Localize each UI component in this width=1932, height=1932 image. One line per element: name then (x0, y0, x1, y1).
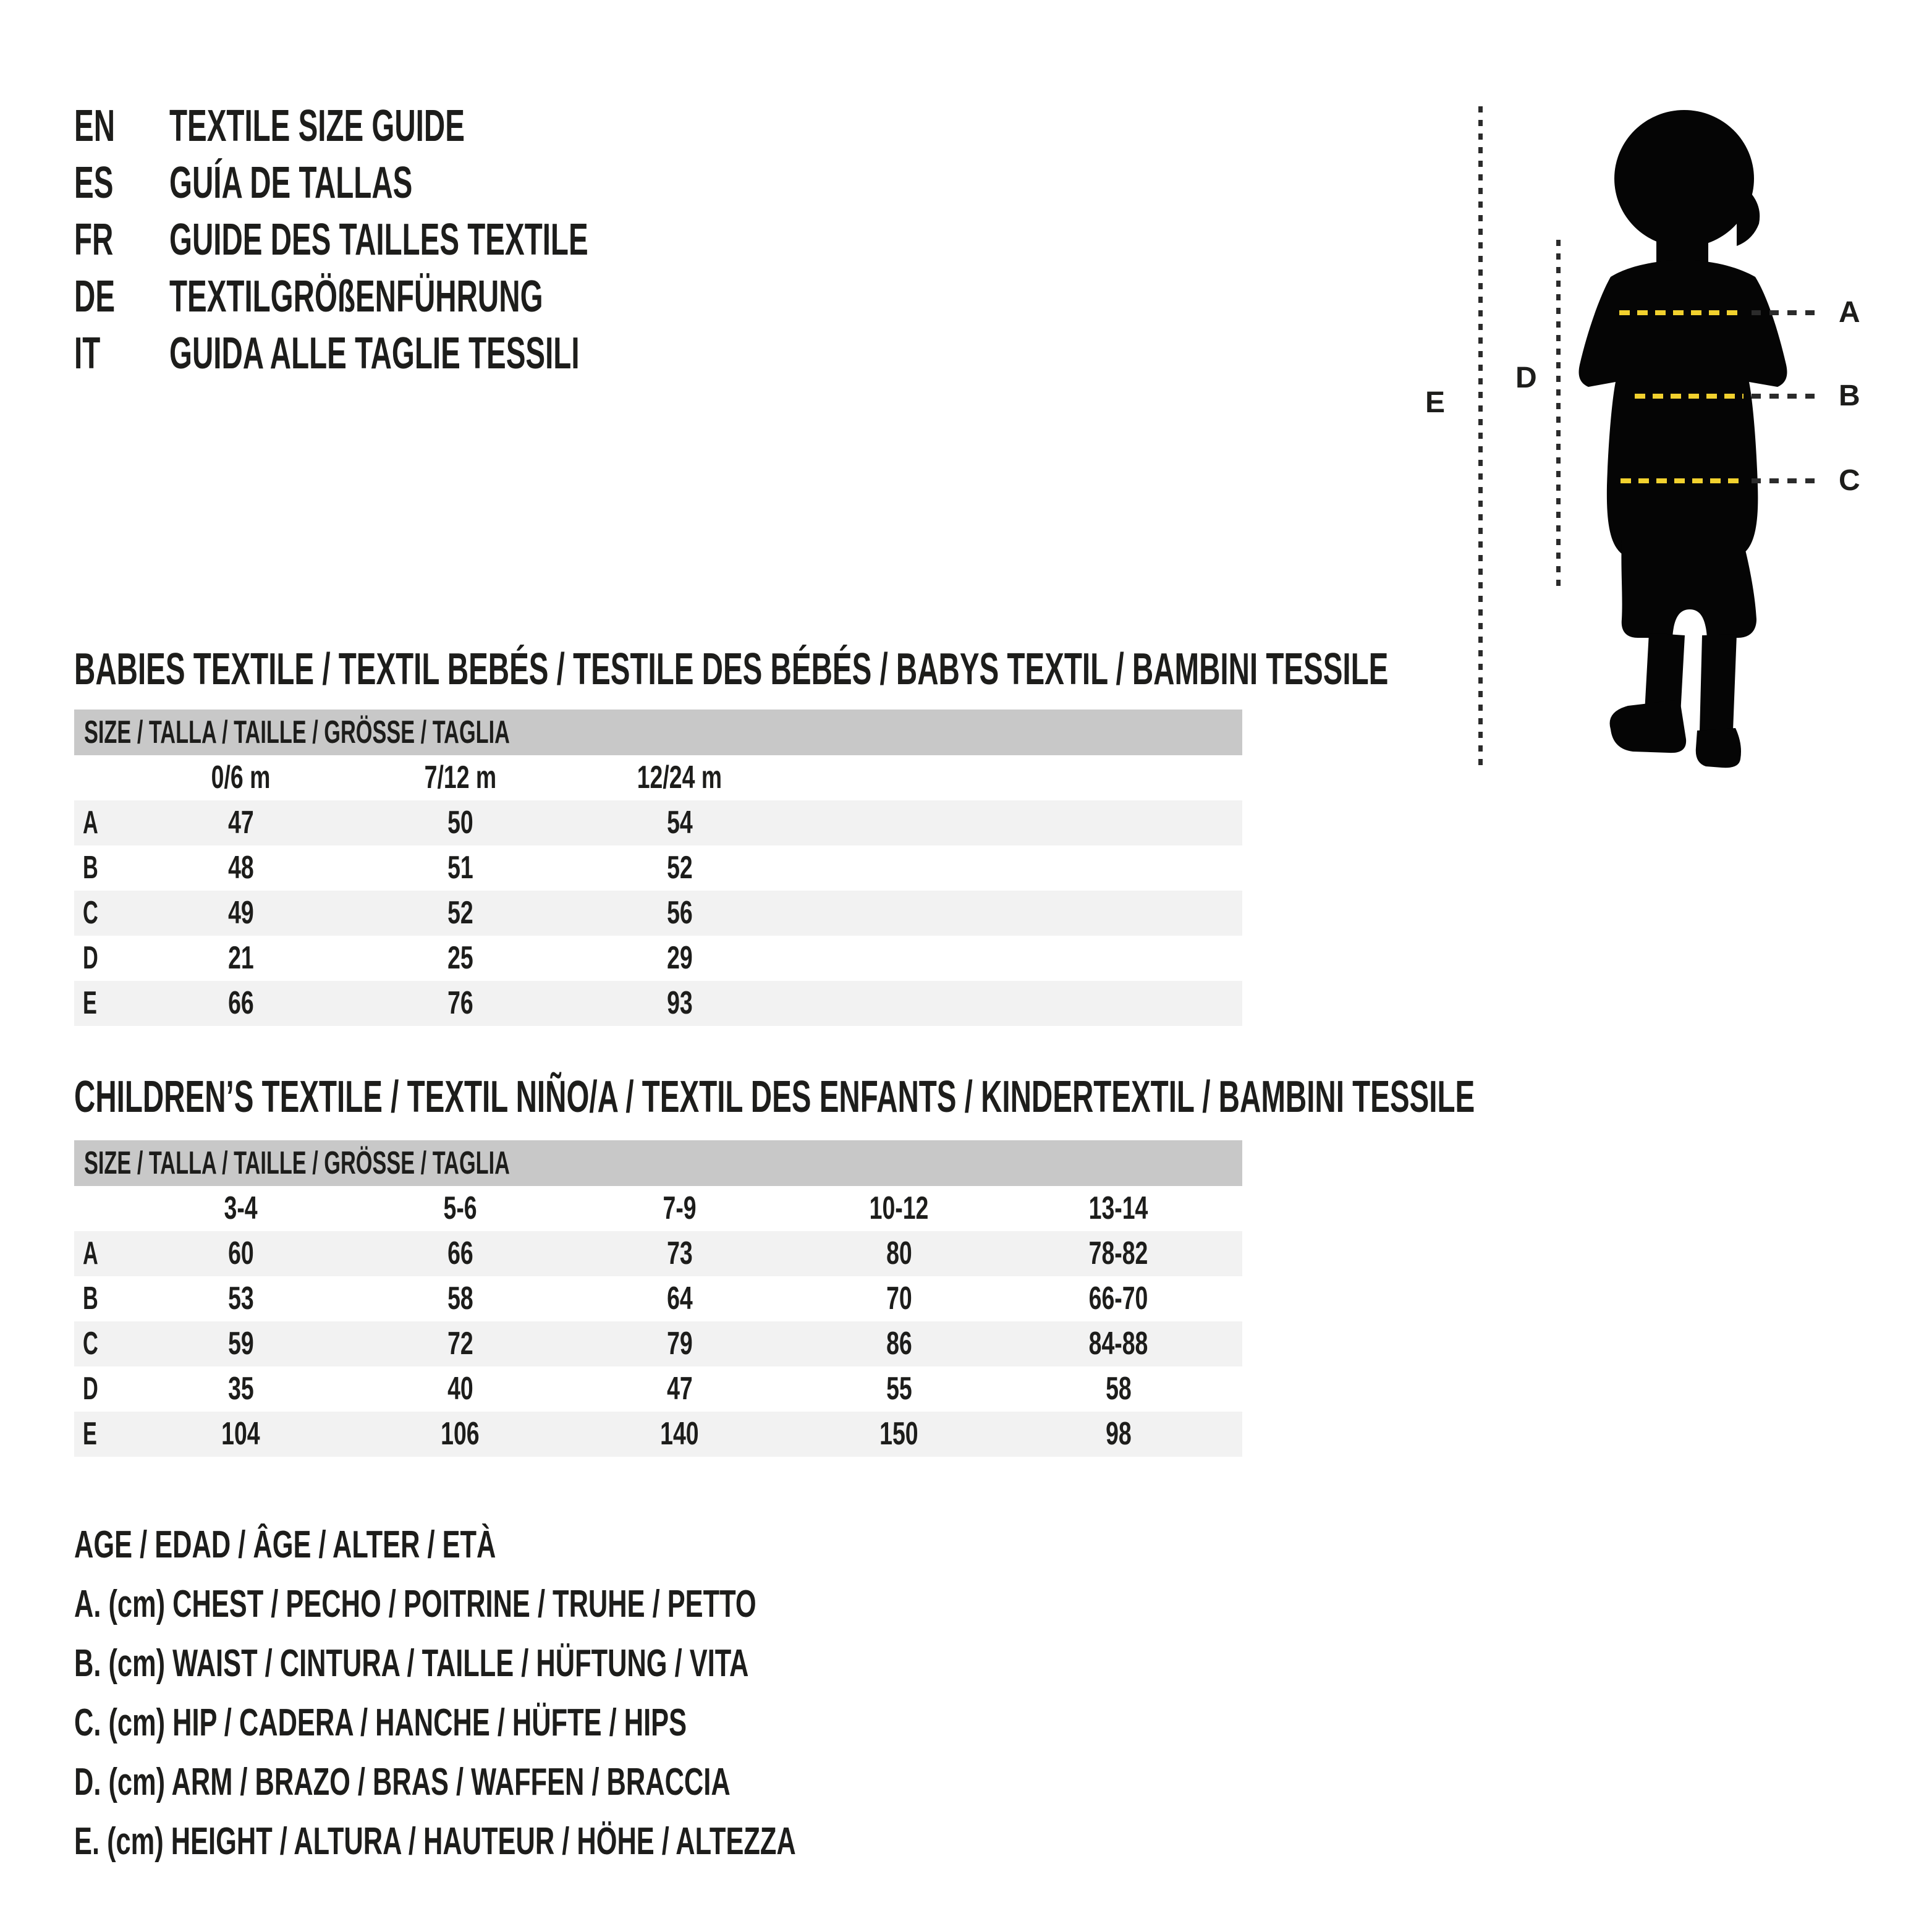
language-row (74, 325, 804, 382)
table-cell-text: 66 (447, 1235, 473, 1271)
table-cell-text: 54 (666, 805, 693, 841)
table-cell (131, 981, 350, 1026)
table-cell (570, 1231, 789, 1276)
column-header-text: 3-4 (224, 1190, 258, 1226)
column-header (350, 755, 570, 800)
table-row (74, 1321, 1242, 1366)
table-cell-text: 86 (886, 1326, 912, 1362)
table-cell (131, 1366, 350, 1412)
table-cell-text: 56 (666, 895, 693, 931)
table-cell (570, 936, 789, 981)
row-values (131, 891, 789, 936)
table-cell (131, 891, 350, 936)
column-header-text: 13-14 (1088, 1190, 1148, 1226)
table-cell-text: 66 (227, 985, 254, 1021)
babies-size-table (74, 710, 1242, 1026)
legend-line-text: B. (cm) WAIST / CINTURA / TAILLE / HÜFTUNG / VITA (74, 1642, 749, 1685)
table-cell (1009, 1276, 1228, 1321)
table-cell-text: 40 (447, 1371, 473, 1407)
table-cell (350, 1412, 570, 1457)
table-row (74, 936, 1242, 981)
table-cell-text: 64 (666, 1281, 693, 1316)
legend-line (74, 1812, 1105, 1871)
table-cell-text: 21 (227, 940, 254, 976)
children-section-heading-text: CHILDREN’S TEXTILE / TEXTIL NIÑO/A / TEXTIL DES ENFANTS / KINDERTEXTIL / BAMBINI TESSILE (74, 1072, 1475, 1122)
column-header (131, 1186, 350, 1231)
language-code: IT (74, 329, 101, 378)
row-label-text: D (83, 1371, 98, 1407)
language-code: ES (74, 158, 114, 208)
language-title: GUIDE DES TAILLES TEXTILE (169, 215, 588, 265)
measure-label-arm: D (1515, 362, 1537, 394)
row-values (131, 1231, 1228, 1276)
hip-measure-line-yellow (1621, 478, 1743, 483)
row-label (74, 845, 131, 891)
table-cell (350, 981, 570, 1026)
legend-line-text: A. (cm) CHEST / PECHO / POITRINE / TRUHE / PETTO (74, 1583, 756, 1625)
table-size-header-text: SIZE / TALLA / TAILLE / GRÖSSE / TAGLIA (84, 1145, 510, 1181)
legend-line (74, 1515, 1105, 1575)
table-column-headers (131, 1186, 1242, 1231)
table-cell (570, 981, 789, 1026)
arm-measure-line (1556, 240, 1561, 590)
table-cell (350, 1231, 570, 1276)
row-values (131, 1366, 1228, 1412)
table-cell-text: 104 (221, 1416, 260, 1452)
legend-line-text: AGE / EDAD / ÂGE / ALTER / ETÀ (74, 1523, 496, 1566)
table-cell (131, 1321, 350, 1366)
table-cell-text: 51 (447, 850, 473, 886)
table-cell-text: 52 (447, 895, 473, 931)
table-cell (789, 1276, 1009, 1321)
table-cell-text: 76 (447, 985, 473, 1021)
table-cell-text: 60 (227, 1235, 254, 1271)
measure-label-height: E (1425, 386, 1446, 419)
table-cell-text: 80 (886, 1235, 912, 1271)
language-title: GUIDA ALLE TAGLIE TESSILI (169, 329, 580, 378)
legend-line (74, 1575, 1105, 1634)
table-cell (350, 891, 570, 936)
table-cell-text: 47 (227, 805, 254, 841)
table-cell (789, 1366, 1009, 1412)
table-cell-text: 59 (227, 1326, 254, 1362)
table-cell-text: 70 (886, 1281, 912, 1316)
column-header (570, 755, 789, 800)
table-cell-text: 72 (447, 1326, 473, 1362)
row-values (131, 845, 789, 891)
row-label-text: E (83, 985, 97, 1021)
column-header (570, 1186, 789, 1231)
table-cell-text: 78-82 (1088, 1235, 1148, 1271)
row-values (131, 1276, 1228, 1321)
row-values (131, 800, 789, 845)
children-section-heading (74, 1072, 1932, 1122)
table-cell (570, 845, 789, 891)
waist-measure-line-yellow (1635, 394, 1743, 399)
row-label (74, 1321, 131, 1366)
row-values (131, 1321, 1228, 1366)
table-cell (789, 1231, 1009, 1276)
table-cell (1009, 1412, 1228, 1457)
table-cell (350, 1321, 570, 1366)
column-header (789, 1186, 1009, 1231)
legend-line (74, 1693, 1105, 1753)
table-cell-text: 84-88 (1088, 1326, 1148, 1362)
legend-line (74, 1753, 1105, 1812)
table-row (74, 800, 1242, 845)
table-rows (74, 800, 1242, 1026)
table-cell (131, 845, 350, 891)
babies-section-heading-text: BABIES TEXTILE / TEXTIL BEBÉS / TESTILE DES BÉBÉS / BABYS TEXTIL / BAMBINI TESSILE (74, 645, 1389, 694)
row-label (74, 800, 131, 845)
table-cell-text: 93 (666, 985, 693, 1021)
table-cell-text: 35 (227, 1371, 254, 1407)
row-label-text: D (83, 940, 98, 976)
table-rows (74, 1231, 1242, 1457)
table-cell (1009, 1366, 1228, 1412)
table-cell-text: 106 (441, 1416, 480, 1452)
language-title: TEXTILGRÖßENFÜHRUNG (169, 272, 543, 321)
table-cell-text: 58 (447, 1281, 473, 1316)
chest-measure-line-yellow (1619, 310, 1742, 315)
table-cell (1009, 1231, 1228, 1276)
table-cell-text: 66-70 (1088, 1281, 1148, 1316)
row-label-text: E (83, 1416, 97, 1452)
row-label (74, 1366, 131, 1412)
table-row (74, 1412, 1242, 1457)
language-row (74, 268, 804, 325)
column-header-text: 7/12 m (424, 760, 496, 795)
table-cell-text: 47 (666, 1371, 693, 1407)
table-cell-text: 25 (447, 940, 473, 976)
table-cell-text: 98 (1105, 1416, 1132, 1452)
table-size-header-text: SIZE / TALLA / TAILLE / GRÖSSE / TAGLIA (84, 714, 510, 750)
table-cell-text: 58 (1105, 1371, 1132, 1407)
table-cell-text: 55 (886, 1371, 912, 1407)
measure-label-chest: A (1839, 296, 1860, 329)
column-header-text: 0/6 m (211, 760, 271, 795)
table-cell-text: 79 (666, 1326, 693, 1362)
column-header-text: 5-6 (443, 1190, 477, 1226)
row-label (74, 981, 131, 1026)
table-cell (131, 1231, 350, 1276)
table-cell (789, 1412, 1009, 1457)
table-cell-text: 150 (879, 1416, 918, 1452)
row-label (74, 936, 131, 981)
legend-line-text: E. (cm) HEIGHT / ALTURA / HAUTEUR / HÖHE / ALTEZZA (74, 1820, 796, 1863)
row-values (131, 1412, 1228, 1457)
column-header-text: 7-9 (663, 1190, 697, 1226)
language-title: TEXTILE SIZE GUIDE (169, 101, 465, 151)
chest-measure-line-dark (1752, 310, 1822, 315)
table-cell (570, 1366, 789, 1412)
table-row (74, 981, 1242, 1026)
column-header (131, 755, 350, 800)
table-cell (131, 1412, 350, 1457)
table-cell-text: 52 (666, 850, 693, 886)
language-row (74, 211, 804, 268)
table-cell-text: 29 (666, 940, 693, 976)
table-cell (350, 936, 570, 981)
row-label-text: C (83, 895, 98, 931)
language-code: DE (74, 272, 116, 321)
table-row (74, 1276, 1242, 1321)
table-cell (131, 936, 350, 981)
table-column-headers (131, 755, 1242, 800)
language-code: FR (74, 215, 114, 265)
table-cell (570, 1412, 789, 1457)
table-cell (350, 1366, 570, 1412)
waist-measure-line-dark (1752, 394, 1822, 399)
table-cell (131, 1276, 350, 1321)
table-size-header-band (74, 710, 1242, 755)
table-cell (570, 1321, 789, 1366)
table-cell-text: 53 (227, 1281, 254, 1316)
table-cell-text: 48 (227, 850, 254, 886)
measure-label-waist: B (1839, 379, 1860, 412)
table-cell-text: 49 (227, 895, 254, 931)
table-cell (350, 800, 570, 845)
table-cell (350, 1276, 570, 1321)
table-cell-text: 140 (660, 1416, 699, 1452)
babies-section-heading (74, 645, 1932, 694)
row-label-text: B (83, 850, 98, 886)
legend-line-text: C. (cm) HIP / CADERA / HANCHE / HÜFTE / HIPS (74, 1701, 687, 1744)
row-values (131, 981, 789, 1026)
row-label-text: B (83, 1281, 98, 1316)
row-label-text: C (83, 1326, 98, 1362)
language-row (74, 155, 804, 211)
hip-measure-line-dark (1752, 478, 1822, 483)
table-row (74, 891, 1242, 936)
row-label (74, 1231, 131, 1276)
children-size-table (74, 1140, 1242, 1457)
table-cell-text: 50 (447, 805, 473, 841)
column-header (1009, 1186, 1228, 1231)
language-list (74, 98, 804, 382)
column-header-text: 12/24 m (637, 760, 722, 795)
language-row (74, 98, 804, 155)
measurement-legend (74, 1515, 1105, 1871)
row-values (131, 936, 789, 981)
legend-line (74, 1634, 1105, 1693)
table-row (74, 1366, 1242, 1412)
table-row (74, 845, 1242, 891)
table-cell (570, 891, 789, 936)
legend-line-text: D. (cm) ARM / BRAZO / BRAS / WAFFEN / BRACCIA (74, 1761, 731, 1803)
language-code: EN (74, 101, 116, 151)
row-label-text: A (83, 805, 98, 841)
row-label (74, 1276, 131, 1321)
table-size-header-band (74, 1140, 1242, 1186)
table-cell (131, 800, 350, 845)
table-cell (570, 1276, 789, 1321)
column-header-text: 10-12 (869, 1190, 929, 1226)
table-cell (570, 800, 789, 845)
table-cell (789, 1321, 1009, 1366)
language-title: GUÍA DE TALLAS (169, 158, 413, 208)
column-header (350, 1186, 570, 1231)
measure-label-hip: C (1839, 464, 1860, 497)
row-label-text: A (83, 1235, 98, 1271)
table-row (74, 1231, 1242, 1276)
table-cell-text: 73 (666, 1235, 693, 1271)
table-cell (1009, 1321, 1228, 1366)
row-label (74, 891, 131, 936)
row-label (74, 1412, 131, 1457)
table-cell (350, 845, 570, 891)
